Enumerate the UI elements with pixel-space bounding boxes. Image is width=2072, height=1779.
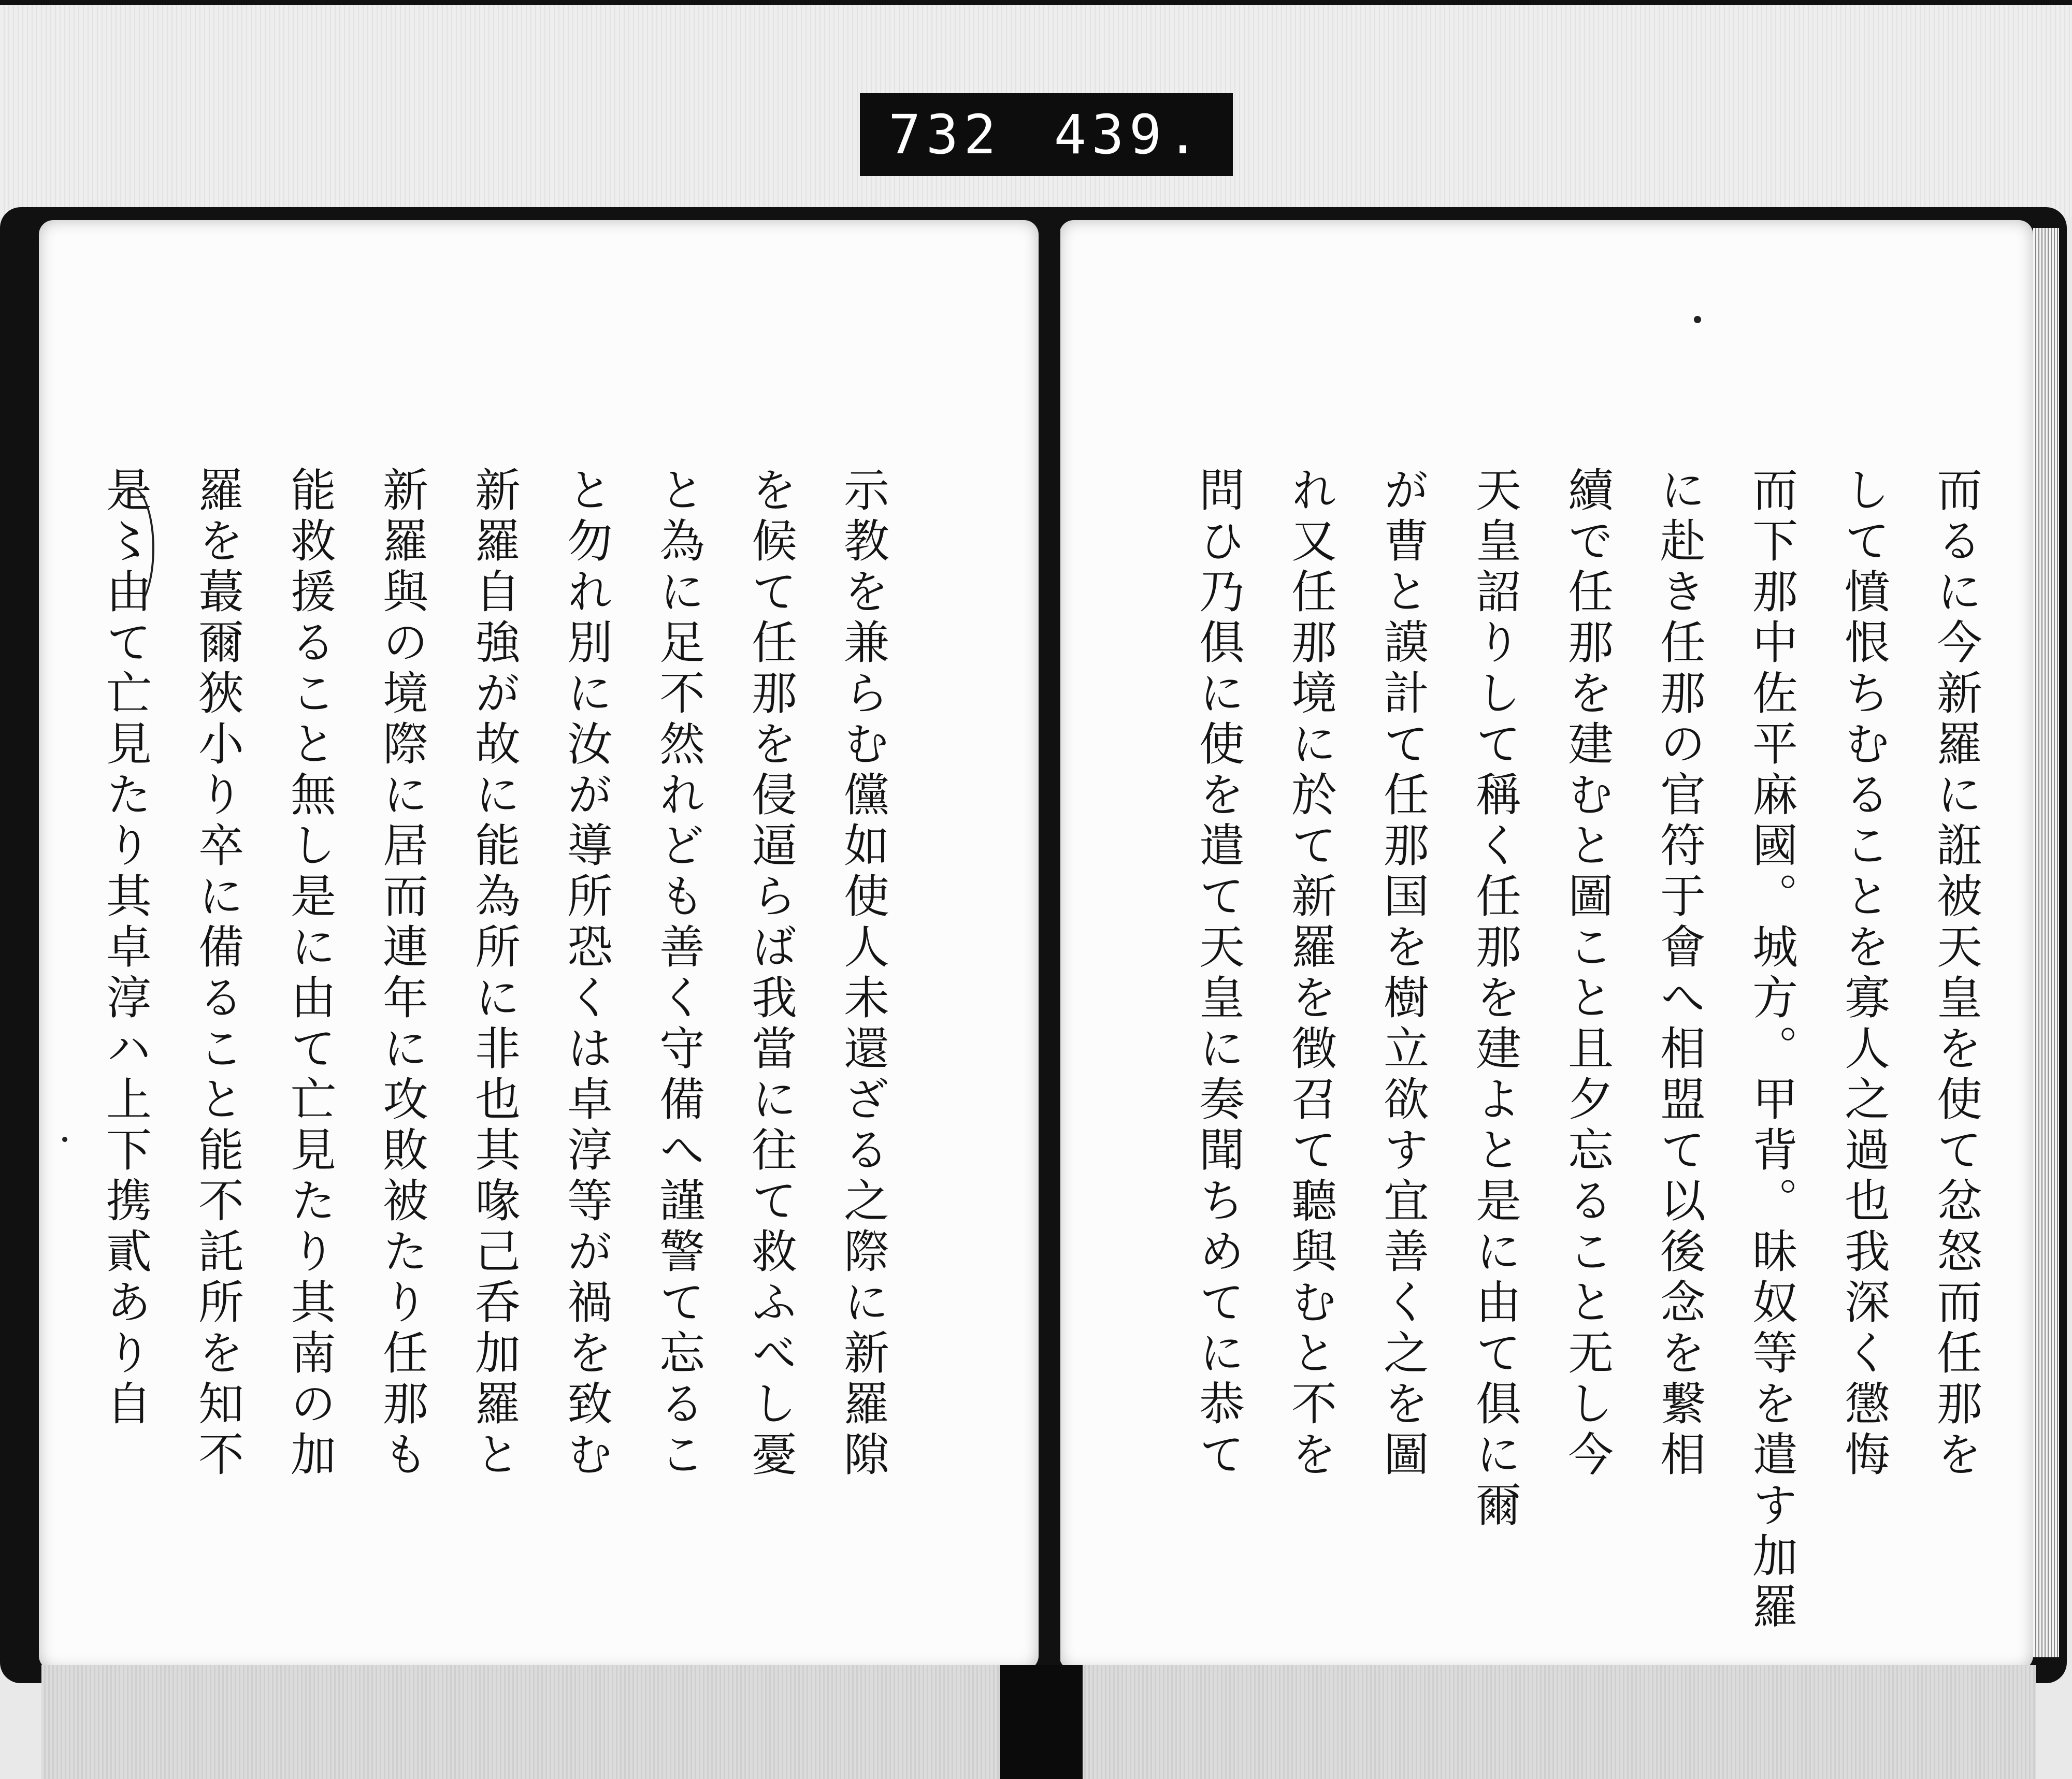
archive-number-plate <box>860 93 1233 176</box>
plate-right-number: 439. <box>1054 103 1204 166</box>
book-gutter <box>1039 218 1060 1673</box>
scan-top-edge <box>0 0 2072 5</box>
text-column: 而下那中佐平麻國。城方。甲背。昧奴等を遣す加羅 <box>1745 466 1798 1633</box>
text-column: れ又任那境に於て新羅を徴召て聽與むと不を <box>1284 466 1337 1481</box>
text-column: 天皇詔りして稱く任那を建よと是に由て俱に爾 <box>1469 466 1522 1532</box>
page-stack-edges <box>2033 228 2059 1657</box>
text-column: 問ひ乃俱に使を遣て天皇に奏聞ちめてに恭て <box>1192 466 1245 1481</box>
left-page-text <box>80 466 909 1574</box>
margin-bracket-mark <box>109 487 154 610</box>
text-column: 而るに今新羅に誑被天皇を使て忿怒而任那を <box>1930 466 1983 1481</box>
text-column: 續で任那を建むと圖こと且夕忘ること无し今 <box>1561 466 1614 1481</box>
ink-speck <box>62 1137 67 1142</box>
text-column: に赴き任那の官符于會へ相盟て以後念を繋相 <box>1653 466 1706 1481</box>
right-page-text <box>1163 466 2002 1633</box>
text-column: と為に足不然れども善く守備へ謹警て忘るこ <box>652 466 706 1481</box>
text-column: が曹と謨計て任那国を樹立欲す宜善く之を圖 <box>1376 466 1430 1481</box>
text-column: して憤恨ちむることを寡人之過也我深く懲悔 <box>1837 466 1891 1481</box>
text-column: 是〻由て亡見たり其卓淳ハ上下携貳あり自 <box>99 466 152 1430</box>
text-column: 羅を蕞爾狹小り卒に備ること能不託所を知不 <box>191 466 244 1481</box>
plate-left-number: 732 <box>888 103 1001 166</box>
text-column: 新羅自強が故に能為所に非也其喙己呑加羅と <box>468 466 521 1481</box>
spine-block <box>1000 1665 1083 1779</box>
text-column: を候て任那を侵逼らば我當に往て救ふべし憂 <box>744 466 798 1481</box>
text-column: 新羅與の境際に居而連年に攻敗被たり任那も <box>376 466 429 1481</box>
text-column: 示教を兼らむ儻如使人未還ざる之際に新羅隙 <box>837 466 890 1481</box>
ink-speck <box>1694 316 1701 323</box>
text-column: 能救援ること無し是に由て亡見たり其南の加 <box>283 466 337 1481</box>
text-column: と勿れ別に汝が導所恐くは卓淳等が禍を致む <box>560 466 613 1481</box>
